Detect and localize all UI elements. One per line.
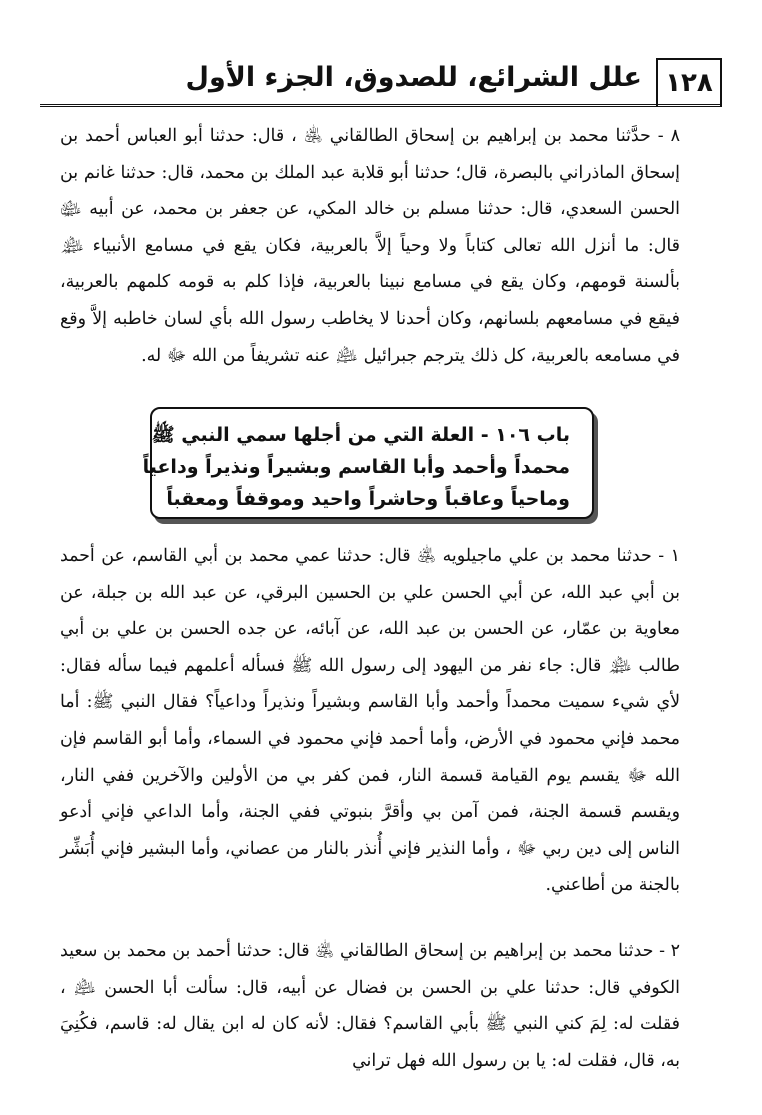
chapter-heading-line-2: محمداً وأحمد وأبا القاسم وبشيراً ونذيراً وداعياً <box>142 456 570 478</box>
chapter-heading-line-1: باب ١٠٦ - العلة التي من أجلها سمي النبي ﷺ <box>151 424 570 446</box>
chapter-heading-box <box>142 407 594 519</box>
hadith-paragraph-2: ٢ - حدثنا محمد بن إبراهيم بن إسحاق الطالقاني ﵁ قال: حدثنا أحمد بن محمد بن سعيد الكوفي قال: حدثنا علي بن الحسن بن فضال عن أبيه، قال: سألت أبا الحسن ﵇ ، فقلت له: لِمَ كني النبي ﷺ بأبي القاسم؟ فقال: لأنه كان له ابن يقال له: قاسم، فكُنِيَ به، قال، فقلت له: يا بن رسول الله فهل تراني <box>60 941 680 1071</box>
running-title: علل الشرائع، للصدوق، الجزء الأول <box>185 62 642 93</box>
chapter-heading-line-3: وماحياً وعاقباً وحاشراً واحيد وموقفاً ومعقباً <box>166 488 570 510</box>
hadith-paragraph-1: ١ - حدثنا محمد بن علي ماجيلويه ﵁ قال: حدثنا عمي محمد بن أبي القاسم، عن أحمد بن أبي عبد الله، عن أبي الحسن علي بن الحسين البرقي، عن عبد الله بن جبلة، عن معاوية بن عمّار، عن الحسن بن عبد الله، عن آبائه، عن جده الحسن بن علي بن أبي طالب ﵈ قال: جاء نفر من اليهود إلى رسول الله ﷺ فسأله أعلمهم فيما سأله فقال: لأي شيء سميت محمداً وأحمد وأبا القاسم وبشيراً ونذيراً وداعياً؟ فقال النبي ﷺ: أما محمد فإني محمود في الأرض، وأما أحمد فإني محمود في السماء، وأما أبو القاسم فإن الله ﷻ يقسم يوم القيامة قسمة النار، فمن كفر بي من الأولين والآخرين ففي النار، ويقسم قسمة الجنة، فمن آمن بي وأقرَّ بنبوتي ففي الجنة، وأما الداعي فإني أدعو الناس إلى دين ربي ﷻ ، وأما النذير فإني أُنذر بالنار من عصاني، وأما البشير فإني أُبَشِّر بالجنة من أطاعني. <box>60 546 680 896</box>
hadith-paragraph-8: ٨ - حدَّثنا محمد بن إبراهيم بن إسحاق الطالقاني ﵁ ، قال: حدثنا أبو العباس أحمد بن إسحاق الماذراني بالبصرة، قال؛ حدثنا أبو قلابة عبد الملك بن محمد، قال: حدثنا غانم بن الحسن السعدي، قال: حدثنا مسلم بن خالد المكي، عن جعفر بن محمد، عن أبيه ﵉ قال: ما أنزل الله تعالى كتاباً ولا وحياً إلاَّ بالعربية، فكان يقع في مسامع الأنبياء ﵈ بألسنة قومهم، وكان يقع في مسامع نبينا بالعربية، فإذا كلم به قومه كلمهم بالعربية، فيقع في مسامعهم بلسانهم، وكان أحدنا لا يخاطب رسول الله بأي لسان خاطبه إلاَّ وقع في مسامعه بالعربية، كل ذلك يترجم جبرائيل ﵇ عنه تشريفاً من الله ﷻ له. <box>60 126 680 366</box>
page-number: ١٢٨ <box>656 58 722 106</box>
page-header <box>40 48 722 107</box>
